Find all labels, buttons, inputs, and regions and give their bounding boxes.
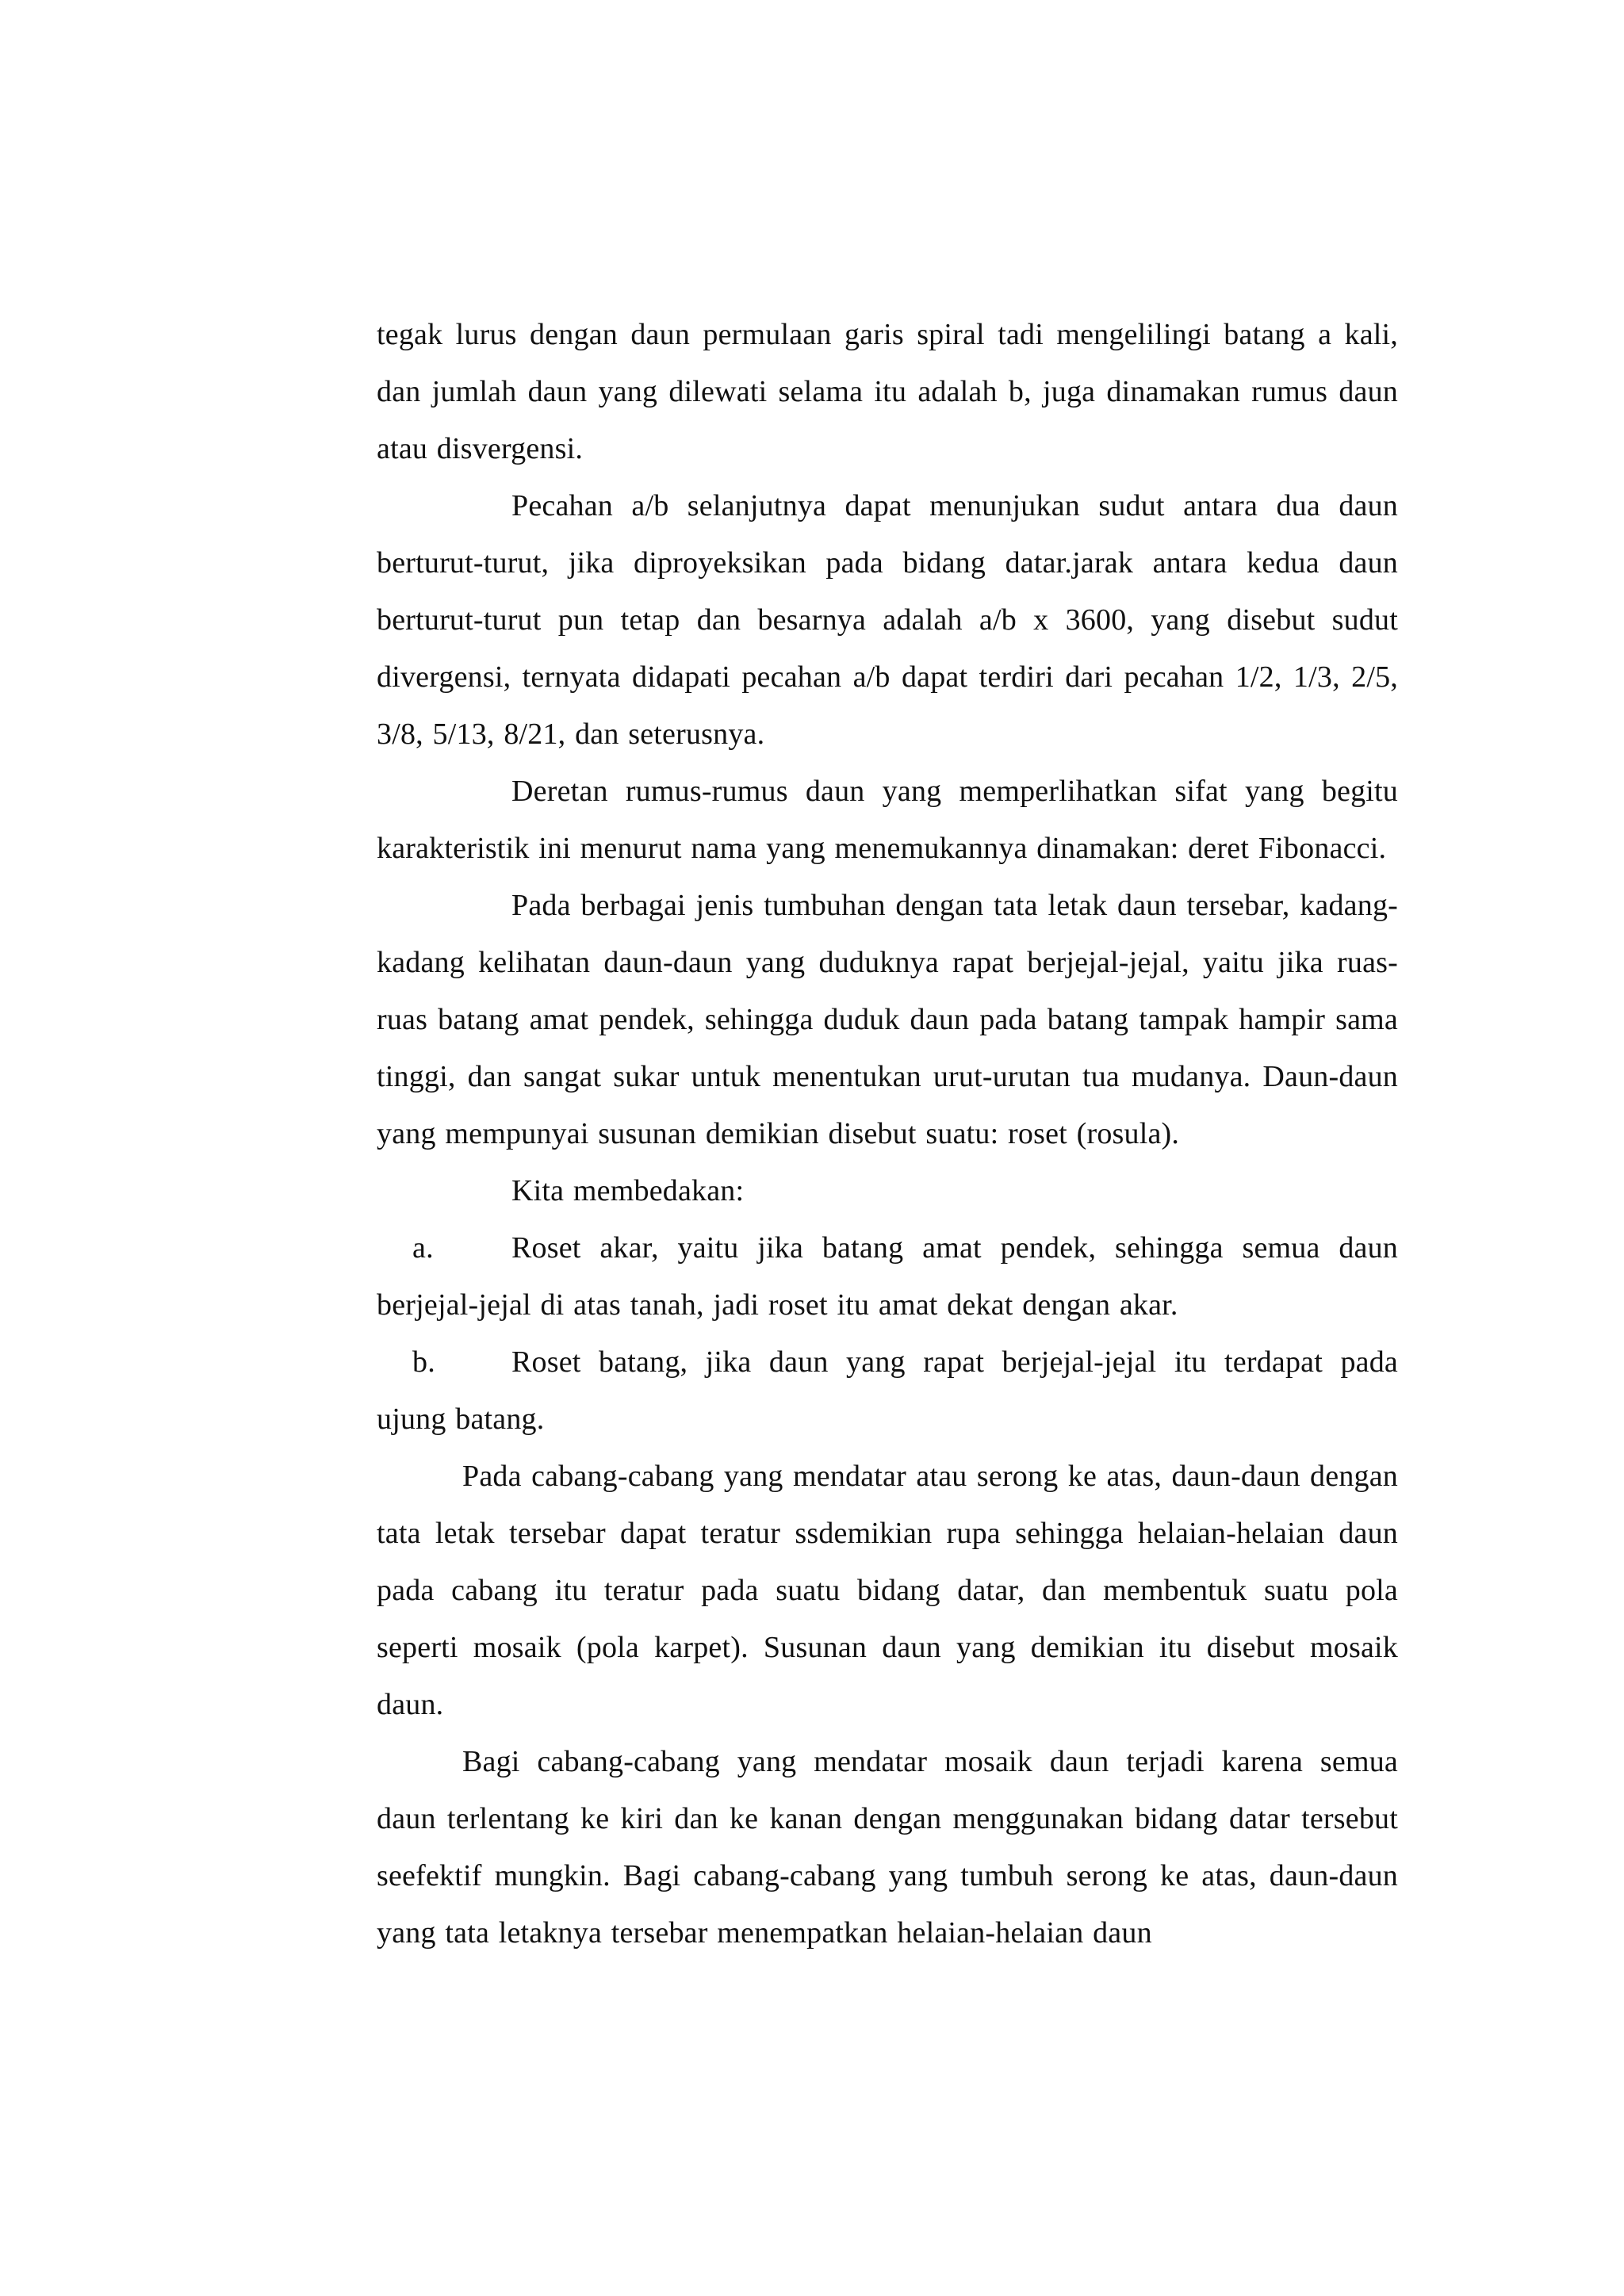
paragraph-roset: Pada berbagai jenis tumbuhan dengan tata letak daun tersebar, kadang-kadang kelihatan daun-daun yang duduknya rapat berjejal-jejal, yaitu jika ruas-ruas batang amat pendek, sehingga duduk daun pada batang tampak hampir sama tinggi, dan sangat sukar untuk menentukan urut-urutan tua mudanya. Daun-daun yang mempunyai susunan demikian disebut suatu: roset (rosula).: [377, 889, 1398, 1150]
paragraph-mosaik-daun: Pada cabang-cabang yang mendatar atau serong ke atas, daun-daun dengan tata letak tersebar dapat teratur ssdemikian rupa sehingga helaian-helaian daun pada cabang itu teratur pada suatu bidang datar, dan membentuk suatu pola seperti mosaik (pola karpet). Susunan daun yang demikian itu disebut mosaik daun.: [377, 1460, 1398, 1721]
list-marker: b.: [412, 1345, 435, 1379]
paragraph-kita-membedakan: Kita membedakan:: [511, 1174, 745, 1207]
list-item-roset-batang: [377, 1334, 1398, 1448]
text-body: [377, 306, 1398, 1961]
list-item-roset-akar: [377, 1219, 1398, 1334]
paragraph-cabang-mendatar: Bagi cabang-cabang yang mendatar mosaik daun terjadi karena semua daun terlentang ke kiri dan ke kanan dengan menggunakan bidang datar tersebut seefektif mungkin. Bagi cabang-cabang yang tumbuh serong ke atas, daun-daun yang tata letaknya tersebar menempatkan helaian-helaian daun: [377, 1745, 1398, 1950]
paragraph-pecahan: Pecahan a/b selanjutnya dapat menunjukan sudut antara dua daun berturut-turut, jika diproyeksikan pada bidang datar.jarak antara kedua daun berturut-turut pun tetap dan besarnya adalah a/b x 3600, yang disebut sudut divergensi, ternyata didapati pecahan a/b dapat terdiri dari pecahan 1/2, 1/3, 2/5, 3/8, 5/13, 8/21, dan seterusnya.: [377, 489, 1398, 751]
list-item-text: Roset batang, jika daun yang rapat berjejal-jejal itu terdapat pada ujung batang.: [377, 1345, 1398, 1436]
list-item-text: Roset akar, yaitu jika batang amat pendek, sehingga semua daun berjejal-jejal di atas tanah, jadi roset itu amat dekat dengan akar.: [377, 1231, 1398, 1322]
paragraph-fibonacci: Deretan rumus-rumus daun yang memperlihatkan sifat yang begitu karakteristik ini menurut nama yang menemukannya dinamakan: deret Fibonacci.: [377, 775, 1398, 865]
paragraph-rumus-daun: tegak lurus dengan daun permulaan garis spiral tadi mengelilingi batang a kali, dan jumlah daun yang dilewati selama itu adalah b, juga dinamakan rumus daun atau disvergensi.: [377, 318, 1398, 465]
list-marker: a.: [412, 1231, 434, 1265]
